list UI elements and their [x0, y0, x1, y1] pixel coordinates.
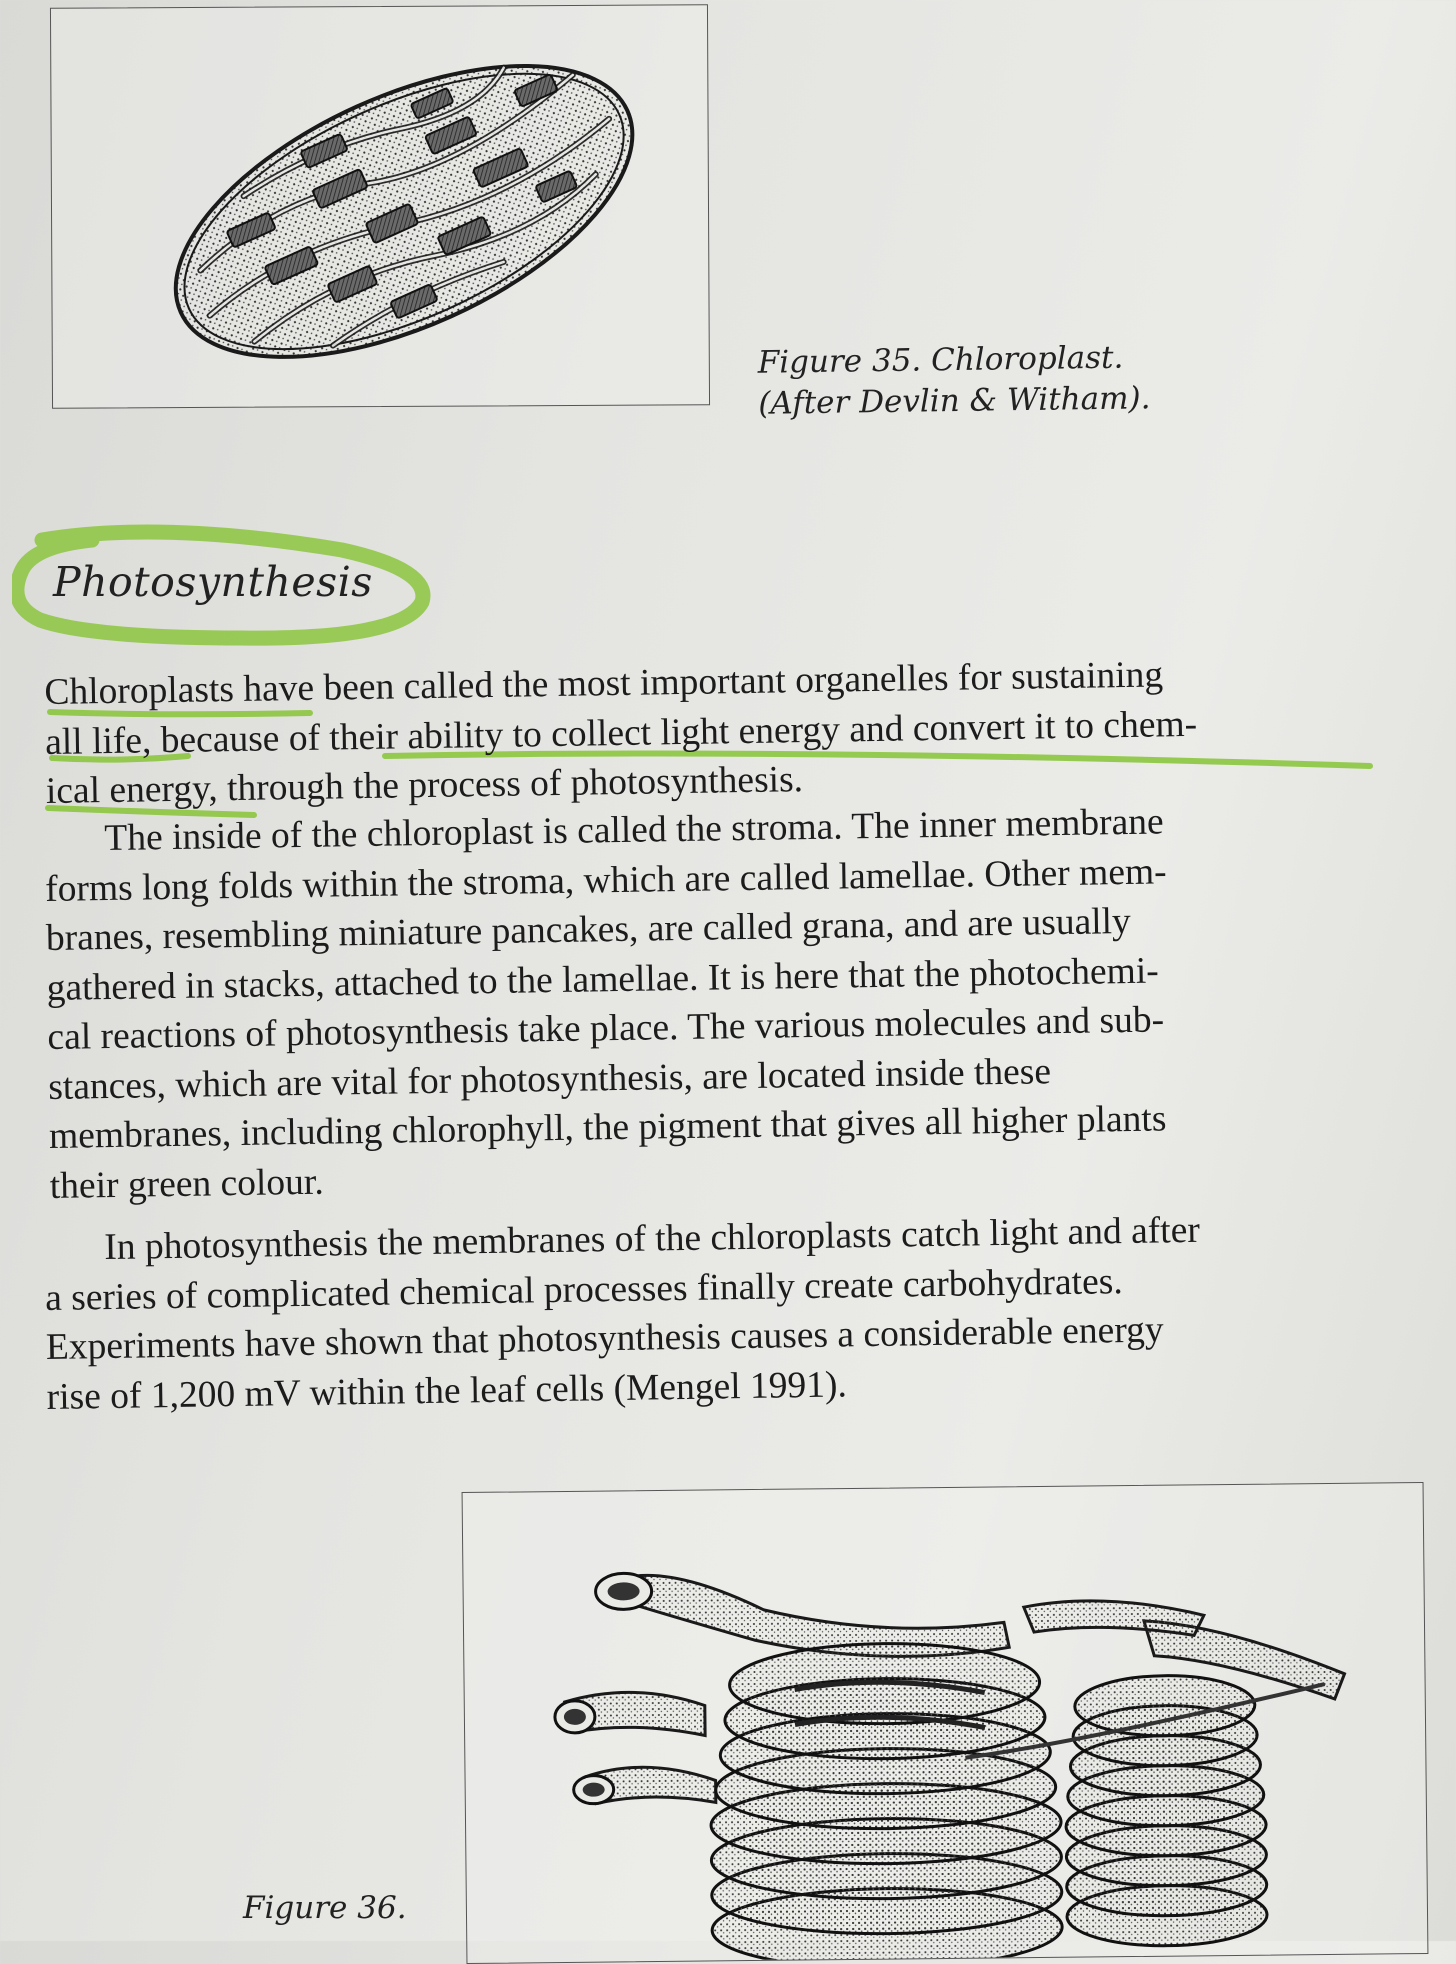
paragraph-2 [44, 794, 1390, 1211]
chloroplast-illustration [51, 5, 709, 407]
section-heading: Photosynthesis [53, 558, 373, 606]
paragraph-2-line-3: branes, resembling miniature pancakes, are called grana, and are usually [45, 900, 1132, 959]
paragraph-2-line-8: their green colour. [49, 1161, 324, 1207]
paragraph-3-line-3: Experiments have shown that photosynthesis causes a considerable energy [45, 1309, 1164, 1368]
figure-35-frame [50, 4, 710, 408]
paragraph-1-line-3: ical energy, through the process of photosynthesis. [45, 759, 804, 812]
grana-stack-illustration [463, 1483, 1428, 1963]
paragraph-3-line-4: rise of 1,200 mV within the leaf cells (Mengel 1991). [46, 1363, 848, 1418]
paragraph-1 [44, 647, 1386, 817]
paragraph-2-line-6: stances, which are vital for photosynthesis, are located inside these [47, 1050, 1052, 1108]
figure-36-caption: Figure 36. [243, 1890, 407, 1926]
paragraph-3 [44, 1203, 1387, 1422]
paragraph-2-line-7: membranes, including chlorophyll, the pigment that gives all higher plants [48, 1098, 1167, 1157]
paragraph-2-line-4: gathered in stacks, attached to the lamellae. It is here that the photochemi- [46, 950, 1159, 1009]
paragraph-1-line-2: all life, because of their ability to collect light energy and convert it to chem- [44, 703, 1198, 763]
paragraph-1-line-1: Chloroplasts have been called the most important organelles for sustaining [44, 654, 1164, 713]
paragraph-2-line-1: The inside of the chloroplast is called the stroma. The inner membrane [104, 801, 1164, 860]
paragraph-3-line-1: In photosynthesis the membranes of the chloroplasts catch light and after [104, 1209, 1201, 1269]
paragraph-2-line-5: cal reactions of photosynthesis take place. The various molecules and sub- [47, 999, 1165, 1058]
figure-35-caption [757, 337, 1150, 424]
section-heading-block [12, 522, 442, 652]
figure-36-frame [462, 1482, 1429, 1964]
figure-35-caption-line-2: (After Devlin & Witham). [758, 380, 1151, 422]
paragraph-3-line-2: a series of complicated chemical processes finally create carbohydrates. [44, 1260, 1123, 1319]
paragraph-2-line-2: forms long folds within the stroma, which are called lamellae. Other mem- [44, 850, 1167, 910]
figure-35-caption-line-1: Figure 35. Chloroplast. [757, 339, 1124, 381]
